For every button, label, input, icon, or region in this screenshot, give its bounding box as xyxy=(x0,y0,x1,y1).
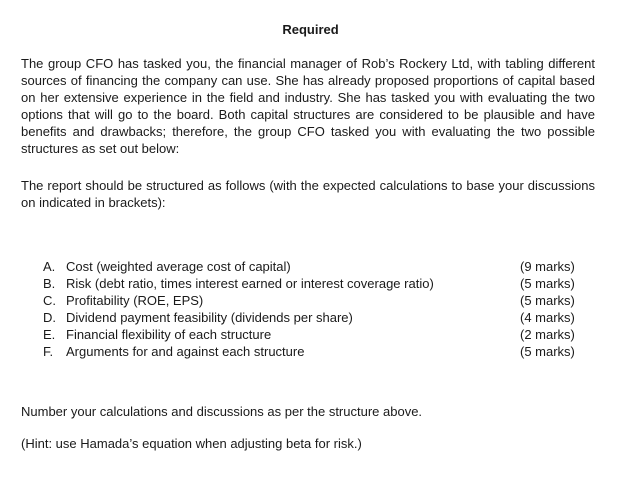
numbering-note: Number your calculations and discussions as per the structure above. xyxy=(21,404,423,419)
list-item-label: Financial flexibility of each structure xyxy=(66,327,272,342)
list-item-label: Arguments for and against each structure xyxy=(66,344,305,359)
list-item xyxy=(43,343,586,360)
list-item-marks: (5 marks) xyxy=(520,293,575,308)
list-item-letter: C. xyxy=(43,293,56,308)
list-item xyxy=(43,258,586,275)
hint-text: (Hint: use Hamada’s equation when adjusting beta for risk.) xyxy=(21,436,362,451)
list-item-letter: D. xyxy=(43,310,56,325)
list-item xyxy=(43,326,586,343)
list-item-letter: A. xyxy=(43,259,56,274)
requirements-list xyxy=(43,258,586,360)
list-item xyxy=(43,275,586,292)
list-item-label: Cost (weighted average cost of capital) xyxy=(66,259,291,274)
list-item-label: Risk (debt ratio, times interest earned or interest coverage ratio) xyxy=(66,276,434,291)
list-item-letter: F. xyxy=(43,344,54,359)
list-item xyxy=(43,309,586,326)
page-heading: Required xyxy=(282,22,339,37)
list-item-marks: (5 marks) xyxy=(520,344,575,359)
list-item-marks: (2 marks) xyxy=(520,327,575,342)
list-item-marks: (4 marks) xyxy=(520,310,575,325)
intro-paragraph: The group CFO has tasked you, the financial manager of Rob’s Rockery Ltd, with tabling different sources of financing the company can use. She has already proposed proportions of capital based on her extensive experience in the field and industry. She has tasked you with evaluating the two options that will go to the board. Both capital structures are considered to be plausible and have benefits and drawbacks; therefore, the group CFO tasked you with evaluating the two possible structures as set out below: xyxy=(21,56,595,156)
structure-paragraph: The report should be structured as follows (with the expected calculations to base your discussions on indicated in brackets): xyxy=(21,178,595,210)
list-item-marks: (9 marks) xyxy=(520,259,575,274)
list-item-letter: B. xyxy=(43,276,56,291)
list-item-letter: E. xyxy=(43,327,56,342)
list-item xyxy=(43,292,586,309)
list-item-label: Profitability (ROE, EPS) xyxy=(66,293,204,308)
list-item-marks: (5 marks) xyxy=(520,276,575,291)
list-item-label: Dividend payment feasibility (dividends per share) xyxy=(66,310,353,325)
